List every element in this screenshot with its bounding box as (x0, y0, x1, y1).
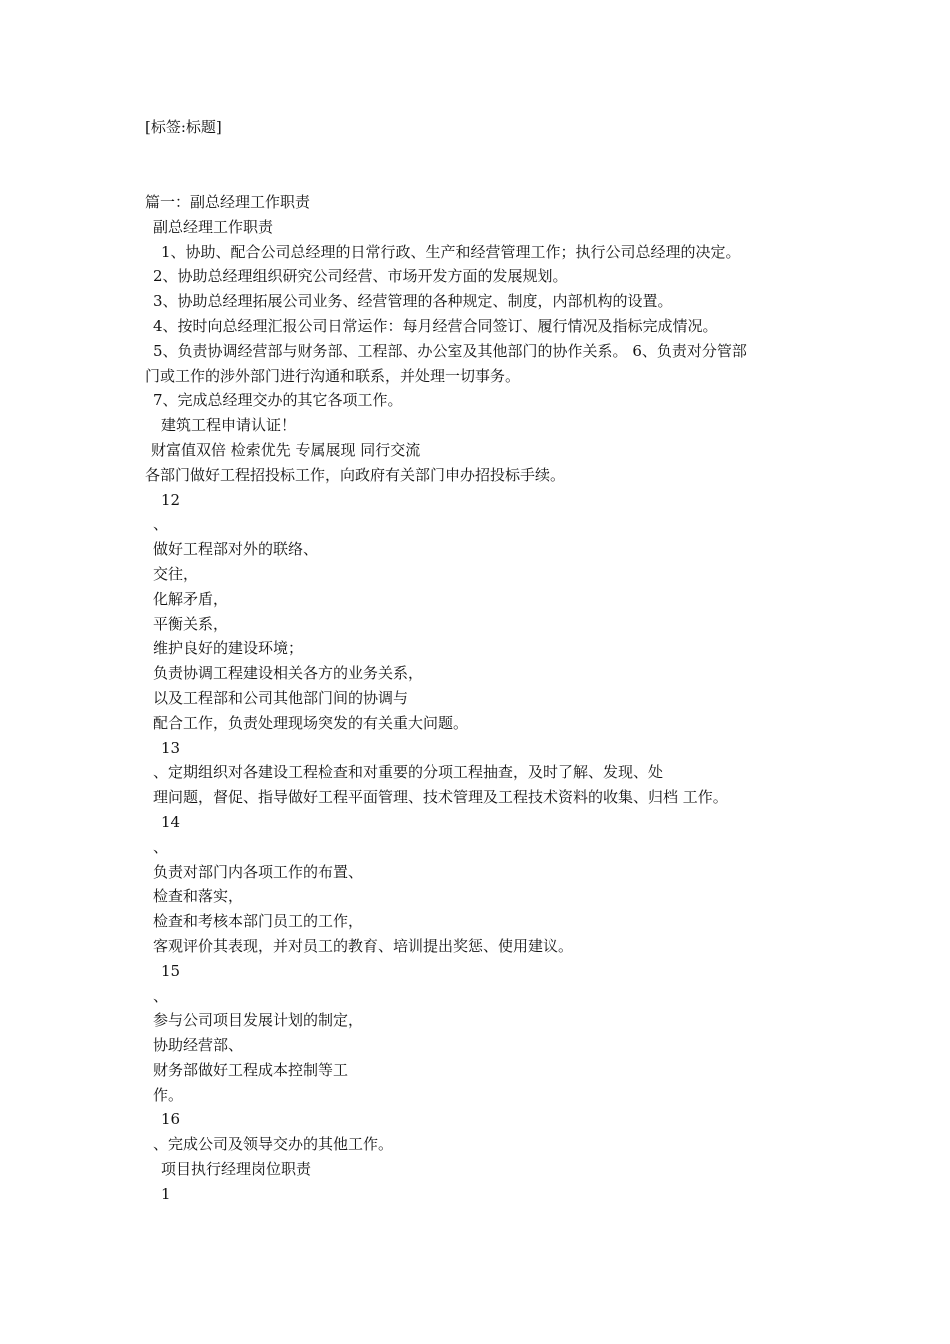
text-line: 检查和落实， (153, 887, 244, 906)
text-line: 维护良好的建设环境； (153, 639, 304, 658)
text-line: 检查和考核本部门员工的工作， (153, 912, 364, 931)
text-line: 7、完成总经理交办的其它各项工作。 (153, 391, 403, 410)
text-line: 理问题，督促、指导做好工程平面管理、技术管理及工程技术资料的收集、归档 工作。 (153, 788, 728, 807)
text-line: 14 (161, 812, 181, 831)
text-line: 负责协调工程建设相关各方的业务关系， (153, 664, 424, 683)
text-line: 副总经理工作职责 (153, 217, 274, 236)
text-line: 化解矛盾， (153, 589, 229, 608)
text-line: 建筑工程申请认证！ (161, 416, 297, 435)
text-line: 交往， (153, 564, 199, 583)
text-line: 以及工程部和公司其他部门间的协调与 (153, 688, 409, 707)
text-line: 做好工程部对外的联络、 (153, 540, 319, 559)
text-line: 各部门做好工程招投标工作，向政府有关部门申办招投标手续。 (145, 465, 566, 484)
text-line: 参与公司项目发展计划的制定， (153, 1011, 364, 1030)
text-line: 、定期组织对各建设工程检查和对重要的分项工程抽查，及时了解、发现、处 (153, 763, 664, 782)
text-line: 16 (161, 1110, 181, 1129)
text-line: 4、按时向总经理汇报公司日常运作：每月经营合同签订、履行情况及指标完成情况。 (153, 316, 718, 335)
text-line: 3、协助总经理拓展公司业务、经营管理的各种规定、制度，内部机构的设置。 (153, 292, 673, 311)
text-line: 、完成公司及领导交办的其他工作。 (153, 1135, 394, 1154)
text-line: 5、负责协调经营部与财务部、工程部、办公室及其他部门的协作关系。 6、负责对分管部 (153, 341, 747, 360)
text-line: 1 (161, 1184, 171, 1203)
text-line: 12 (161, 490, 181, 509)
text-line: 、 (153, 515, 169, 534)
text-line: 作。 (153, 1085, 184, 1104)
tag-label: [标签:标题] (145, 118, 222, 136)
text-line: 、 (153, 837, 169, 856)
text-line: 1、协助、配合公司总经理的日常行政、生产和经营管理工作；执行公司总经理的决定。 (161, 242, 741, 261)
text-line: 协助经营部、 (153, 1036, 244, 1055)
document-body (0, 190, 950, 1207)
text-line: 篇一：副总经理工作职责 (145, 193, 311, 211)
text-line: 2、协助总经理组织研究公司经营、市场开发方面的发展规划。 (153, 267, 568, 286)
text-line: 财富值双倍 检索优先 专属展现 同行交流 (151, 440, 421, 459)
text-line: 配合工作，负责处理现场突发的有关重大问题。 (153, 713, 469, 732)
text-line: 13 (161, 738, 181, 757)
text-line: 财务部做好工程成本控制等工 (153, 1060, 349, 1079)
text-line: 项目执行经理岗位职责 (161, 1160, 312, 1179)
text-line: 门或工作的涉外部门进行沟通和联系，并处理一切事务。 (145, 366, 521, 385)
text-line: 平衡关系， (153, 614, 229, 633)
text-line: 客观评价其表现，并对员工的教育、培训提出奖惩、使用建议。 (153, 936, 574, 955)
text-line: 、 (153, 986, 169, 1005)
text-line: 15 (161, 961, 181, 980)
text-line: 负责对部门内各项工作的布置、 (153, 862, 364, 881)
